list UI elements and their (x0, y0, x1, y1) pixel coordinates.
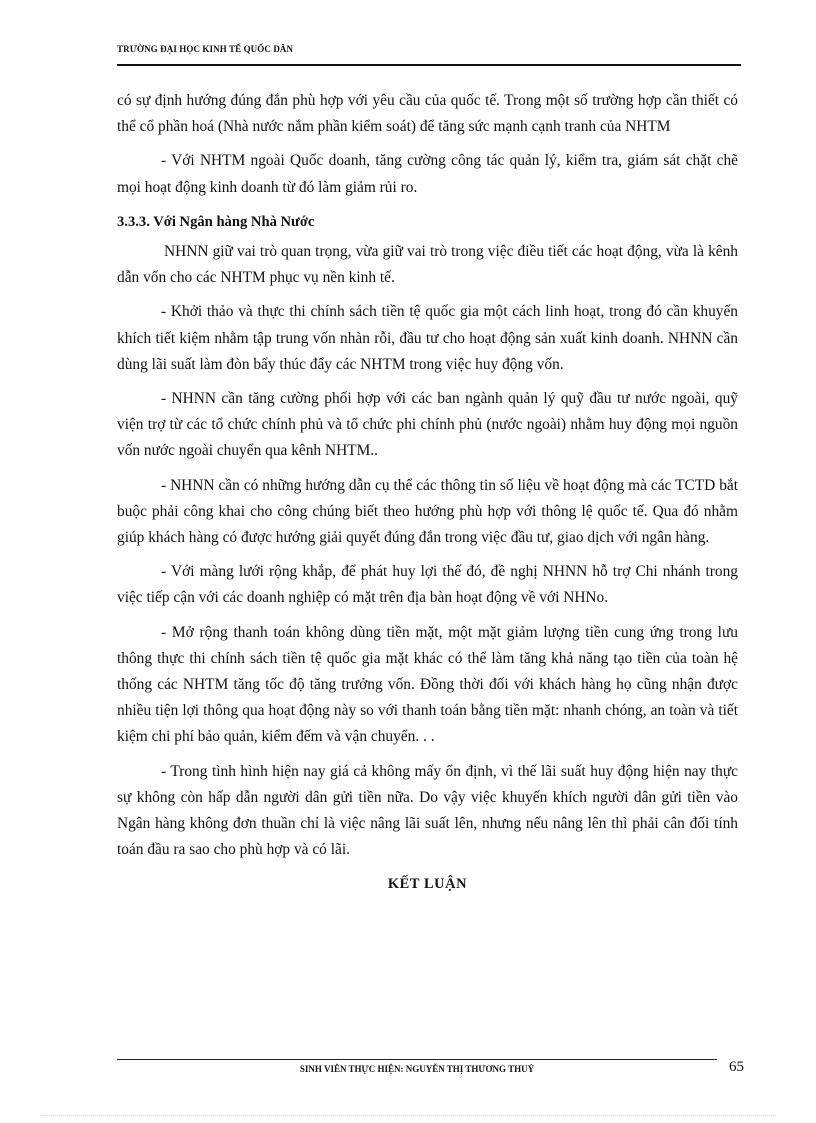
paragraph-3: NHNN giữ vai trò quan trọng, vừa giữ vai trò trong việc điều tiết các hoạt động, vừa là kênh dẫn vốn cho các NHTM phục vụ nền kinh tế. (117, 243, 738, 287)
footer-divider (117, 1059, 717, 1060)
paragraph-7: - Với màng lưới rộng khắp, để phát huy lợi thế đó, đề nghị NHNN hỗ trợ Chi nhánh trong việc tiếp cận với các doanh nghiệp có mặt trên địa bàn hoạt động về với NHNo. (117, 563, 738, 607)
paragraph-5: - NHNN cần tăng cường phối hợp với các ban ngành quản lý quỹ đầu tư nước ngoài, quỹ viện trợ từ các tổ chức chính phủ và tổ chức phi chính phủ (nước ngoài) nhằm huy động mọi nguồn vốn nước ngoài chuyển qua kênh NHTM.. (117, 390, 738, 460)
page-number: 65 (729, 1059, 744, 1075)
paragraph-2: - Với NHTM ngoài Quốc doanh, tăng cường công tác quản lý, kiểm tra, giám sát chặt chẽ mọi hoạt động kinh doanh từ đó làm giảm rủi ro. (117, 152, 738, 196)
paragraph-9: - Trong tình hình hiện nay giá cả không mấy ổn định, vì thế lãi suất huy động hiện nay thực sự không còn hấp dẫn người dân gửi tiền nữa. Do vậy việc khuyến khích người dân gửi tiền vào Ngân hàng không đơn thuần chỉ là việc nâng lãi suất lên, nhưng nếu nâng lên thì phải cân đối tính toán đầu ra sao cho phù hợp và có lãi. (117, 762, 738, 859)
paragraph-8: - Mở rộng thanh toán không dùng tiền mặt, một mặt giảm lượng tiền cung ứng trong lưu thông thực thi chính sách tiền tệ quốc gia mặt khác có thể làm tăng khả năng tạo tiền của toàn hệ thống các NHTM tăng tốc độ tăng trưởng vốn. Đồng thời đối với khách hàng họ cũng nhận được nhiều tiện lợi thông qua hoạt động này so với thanh toán bằng tiền mặt: nhanh chóng, an toàn và tiết kiệm chi phí bảo quản, kiểm đếm và vận chuyển. . . (117, 623, 738, 746)
page-header-title: TRƯỜNG ĐẠI HỌC KINH TẾ QUỐC DÂN (117, 44, 294, 54)
page-body (117, 88, 738, 898)
conclusion-heading: KẾT LUẬN (387, 876, 468, 893)
paragraph-1: có sự định hướng đúng đắn phù hợp với yêu cầu của quốc tế. Trong một số trường hợp cần thiết có thể cổ phần hoá (Nhà nước nắm phần kiểm soát) để tăng sức mạnh cạnh tranh của NHTM (117, 92, 738, 136)
paragraph-4: - Khởi thảo và thực thi chính sách tiền tệ quốc gia một cách linh hoạt, trong đó cần khuyến khích tiết kiệm nhằm tập trung vốn nhàn rỗi, đầu tư cho hoạt động sản xuất kinh doanh. NHNN cần dùng lãi suất làm đòn bẩy thúc đẩy các NHTM trong việc huy động vốn. (117, 303, 738, 373)
section-heading: 3.3.3. Với Ngân hàng Nhà Nước (117, 213, 315, 230)
header-divider (117, 64, 741, 66)
paragraph-6: - NHNN cần có những hướng dẫn cụ thể các thông tin số liệu về hoạt động mà các TCTD bắt buộc phải công khai cho công chúng biết theo hướng phù hợp với thông lệ quốc tế. Qua đó nhằm giúp khách hàng có được hướng giải quyết đúng đắn trong việc đầu tư, giao dịch với ngân hàng. (117, 476, 738, 547)
page-bottom-dotted-line (40, 1115, 776, 1116)
footer-author: SINH VIÊN THỰC HIỆN: NGUYỄN THỊ THƯƠNG THUỶ (299, 1064, 535, 1074)
